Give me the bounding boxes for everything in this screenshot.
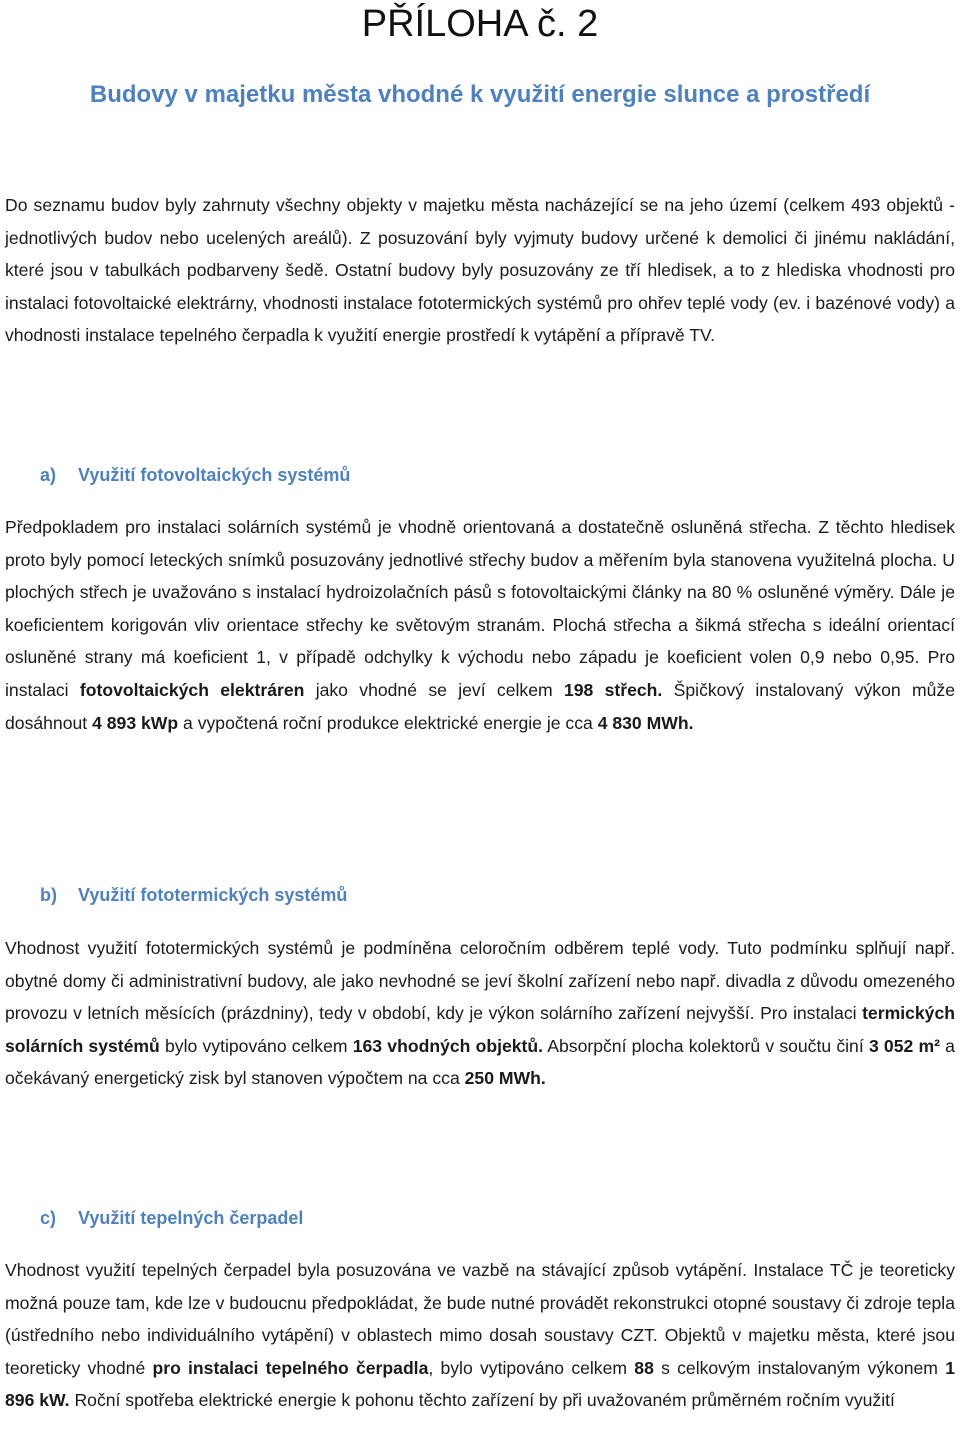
section-a-heading [40, 460, 350, 490]
section-c-text-2: , bylo vytipováno celkem [428, 1357, 635, 1378]
section-a-title: Využití fotovoltaických systémů [78, 465, 351, 485]
intro-paragraph: Do seznamu budov byly zahrnuty všechny objekty v majetku města nacházející se na jeho území (celkem 493 objektů - jednotlivých budov nebo ucelených areálů). Z posuzování byly vyjmuty budovy určené k demolici či jinému nakládání, které jsou v tabulkách podbarveny šedě. Ostatní budovy byly posuzovány ze tří hledisek, a to z hlediska vhodnosti pro instalaci fotovoltaické elektrárny, vhodnosti instalace fototermických systémů pro ohřev teplé vody (ev. i bazénové vody) a vhodnosti instalace tepelného čerpadla k využití energie prostředí k vytápění a přípravě TV. [5, 195, 955, 346]
page-subtitle: Budovy v majetku města vhodné k využití energie slunce a prostředí [89, 81, 871, 108]
page-title: PŘÍLOHA č. 2 [361, 3, 599, 45]
section-a-bold-3: 4 893 kWp [92, 712, 179, 733]
section-c-bold-2: 88 [634, 1357, 654, 1378]
section-b-bold-2: 163 vhodných objektů. [352, 1035, 544, 1056]
section-c-text-4: Roční spotřeba elektrické energie k pohonu těchto zařízení by při uvažovaném průměrném ročním využití [69, 1390, 895, 1411]
section-c-paragraph [5, 1254, 955, 1417]
section-b-paragraph [5, 932, 955, 1095]
section-b-bold-3: 3 052 m² [868, 1035, 940, 1056]
section-c-bold-3: 1 896 kW. [5, 1357, 955, 1411]
section-c-bold-1: pro instalaci tepelného čerpadla [152, 1357, 429, 1378]
section-a-bold-4: 4 830 MWh. [597, 712, 694, 733]
section-c-letter: c) [40, 1208, 57, 1228]
section-b-text-1: Vhodnost využití fototermických systémů je podmíněna celoročním odběrem teplé vody. Tuto podmínku splňují např. obytné domy či administrativní budovy, ale jako nevhodné se jeví školní zařízení nebo např. divadla z důvodu omezeného provozu v letních měsících (prázdniny), tedy v období, kdy je výkon solárního zařízení nejvyšší. Pro instalaci [5, 938, 955, 1024]
section-c-text-1: Vhodnost využití tepelných čerpadel byla posuzována ve vazbě na stávající způsob vytápění. Instalace TČ je teoreticky možná pouze tam, kde lze v budoucnu předpokládat, že bude nutné provádět rekonstrukci otopné soustavy či zdroje tepla (ústředního nebo individuálního vytápění) v oblastech mimo dosah soustavy CZT. Objektů v majetku města, které jsou teoreticky vhodné [5, 1260, 955, 1378]
section-a-letter: a) [40, 465, 57, 485]
section-b-heading [40, 880, 347, 910]
section-a-paragraph [5, 511, 955, 739]
section-a-text-3: Špičkový instalovaný výkon může dosáhnout [5, 679, 955, 733]
section-b-text-3: Absorpční plocha kolektorů v součtu činí [543, 1035, 869, 1056]
section-a-text-1: Předpokladem pro instalaci solárních systémů je vhodně orientovaná a dostatečně osluněná střecha. Z těchto hledisek proto byly pomocí leteckých snímků posuzovány jednotlivé střechy budov a měřením byla stanovena využitelná plocha. U plochých střech je uvažováno s instalací hydroizolačních pásů s fotovoltaickými články na 80 % osluněné výměry. Dále je koeficientem korigován vliv orientace střechy ke světovým stranám. Plochá střecha a šikmá střecha s ideální orientací osluněné strany má koeficient 1, v případě odchylky k východu nebo západu je koeficient volen 0,9 nebo 0,95. Pro instalaci [5, 517, 955, 700]
section-b-title: Využití fototermických systémů [78, 885, 348, 905]
section-a-text-4: a vypočtená roční produkce elektrické energie je cca [178, 712, 598, 733]
section-b-bold-1: termických solárních systémů [5, 1003, 955, 1056]
section-b-text-2: bylo vytipováno celkem [159, 1035, 353, 1056]
section-c-heading [40, 1203, 303, 1233]
section-a-bold-2: 198 střech. [563, 679, 663, 700]
section-b-letter: b) [40, 885, 57, 905]
section-b-bold-4: 250 MWh. [464, 1068, 546, 1089]
section-b-text-4: a očekávaný energetický zisk byl stanoven výpočtem na cca [5, 1035, 955, 1089]
section-a-bold-1: fotovoltaických elektráren [79, 679, 305, 700]
section-c-text-3: s celkovým instalovaným výkonem [653, 1357, 946, 1378]
section-a-text-2: jako vhodné se jeví celkem [304, 679, 564, 700]
section-c-title: Využití tepelných čerpadel [78, 1208, 304, 1228]
